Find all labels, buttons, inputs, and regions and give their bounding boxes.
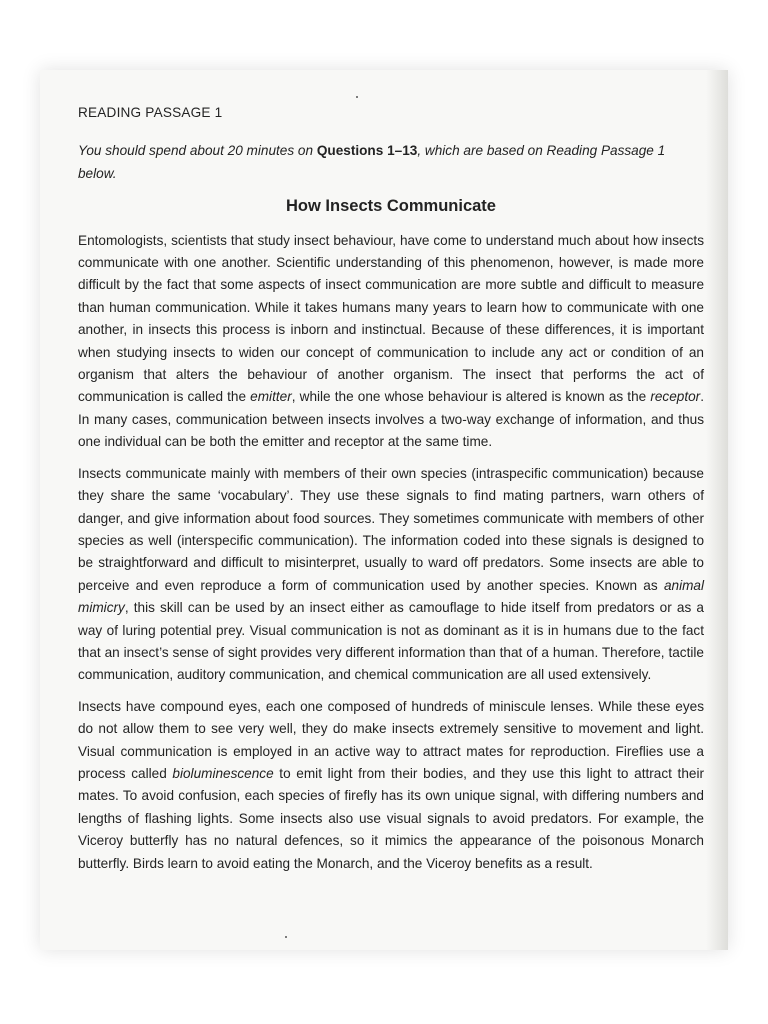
paragraph [78,230,704,454]
paragraph-text: , while the one whose behaviour is altered is known as the [291,389,651,405]
paragraph-text: Insects communicate mainly with members of their own species (intraspecific communication) because they share the same ‘vocabulary’. They use these signals to find mating partners, warn others of danger, and give information about food sources. They sometimes communicate with members of other species as well (interspecific communication). The information coded into these signals is designed to be straightforward and difficult to misinterpret, usually to ward off predators. Some insects are able to perceive and even reproduce a form of communication used by another species. Known as [78,465,704,593]
italic-term: bioluminescence [172,765,274,781]
passage-title: How Insects Communicate [286,197,496,216]
paragraph-text: . In many cases, communication between insects involves a two-way exchange of information, and thus one individual can be both the emitter and receptor at the same time. [78,389,704,450]
instruction-questions: Questions 1–13 [316,143,418,159]
paragraph-text: Insects have compound eyes, each one composed of hundreds of miniscule lenses. While these eyes do not allow them to see very well, they do make insects extremely sensitive to movement and light. Visual communication is employed in an active way to attract mates for reproduction. Fireflies use a process called [78,698,704,781]
scan-speck [356,96,358,98]
reading-passage [78,102,704,884]
instruction-before: You should spend about 20 minutes on [78,143,317,159]
italic-term: emitter [250,389,292,405]
paragraph-text: to emit light from their bodies, and they use this light to attract their mates. To avoid confusion, each species of firefly has its own unique signal, with differing numbers and lengths of flashing lights. Some insects also use visual signals to avoid predators. For example, the Viceroy butterfly has no natural defences, so it mimics the appearance of the poisonous Monarch butterfly. Birds learn to avoid eating the Monarch, and the Viceroy benefits as a result. [78,765,704,871]
instruction-after: , which are based on Reading Passage 1 below. [78,143,666,181]
paragraph [78,463,704,687]
passage-body [78,230,704,875]
paragraph-text: , this skill can be used by an insect either as camouflage to hide itself from predators or as a way of luring potential prey. Visual communication is not as dominant as it is in humans due to the fact that an insect’s sense of sight provides very different information than that of a human. Therefore, tactile communication, auditory communication, and chemical communication are all used extensively. [78,600,704,683]
scan-speck [285,936,287,938]
italic-term: receptor [650,389,701,405]
paragraph [78,696,704,875]
paragraph-text: Entomologists, scientists that study insect behaviour, have come to understand much about how insects communicate with one another. Scientific understanding of this phenomenon, however, is made more difficult by the fact that some aspects of insect communication are more subtle and difficult to measure than human communication. While it takes humans many years to learn how to communicate with one another, in insects this process is inborn and instinctual. Because of these differences, it is important when studying insects to widen our concept of communication to include any act or condition of an organism that alters the behaviour of another organism. The insect that performs the act of communication is called the [78,232,704,405]
instruction-text [78,140,704,185]
italic-term: animal mimicry [78,577,704,616]
section-heading: READING PASSAGE 1 [78,105,223,120]
